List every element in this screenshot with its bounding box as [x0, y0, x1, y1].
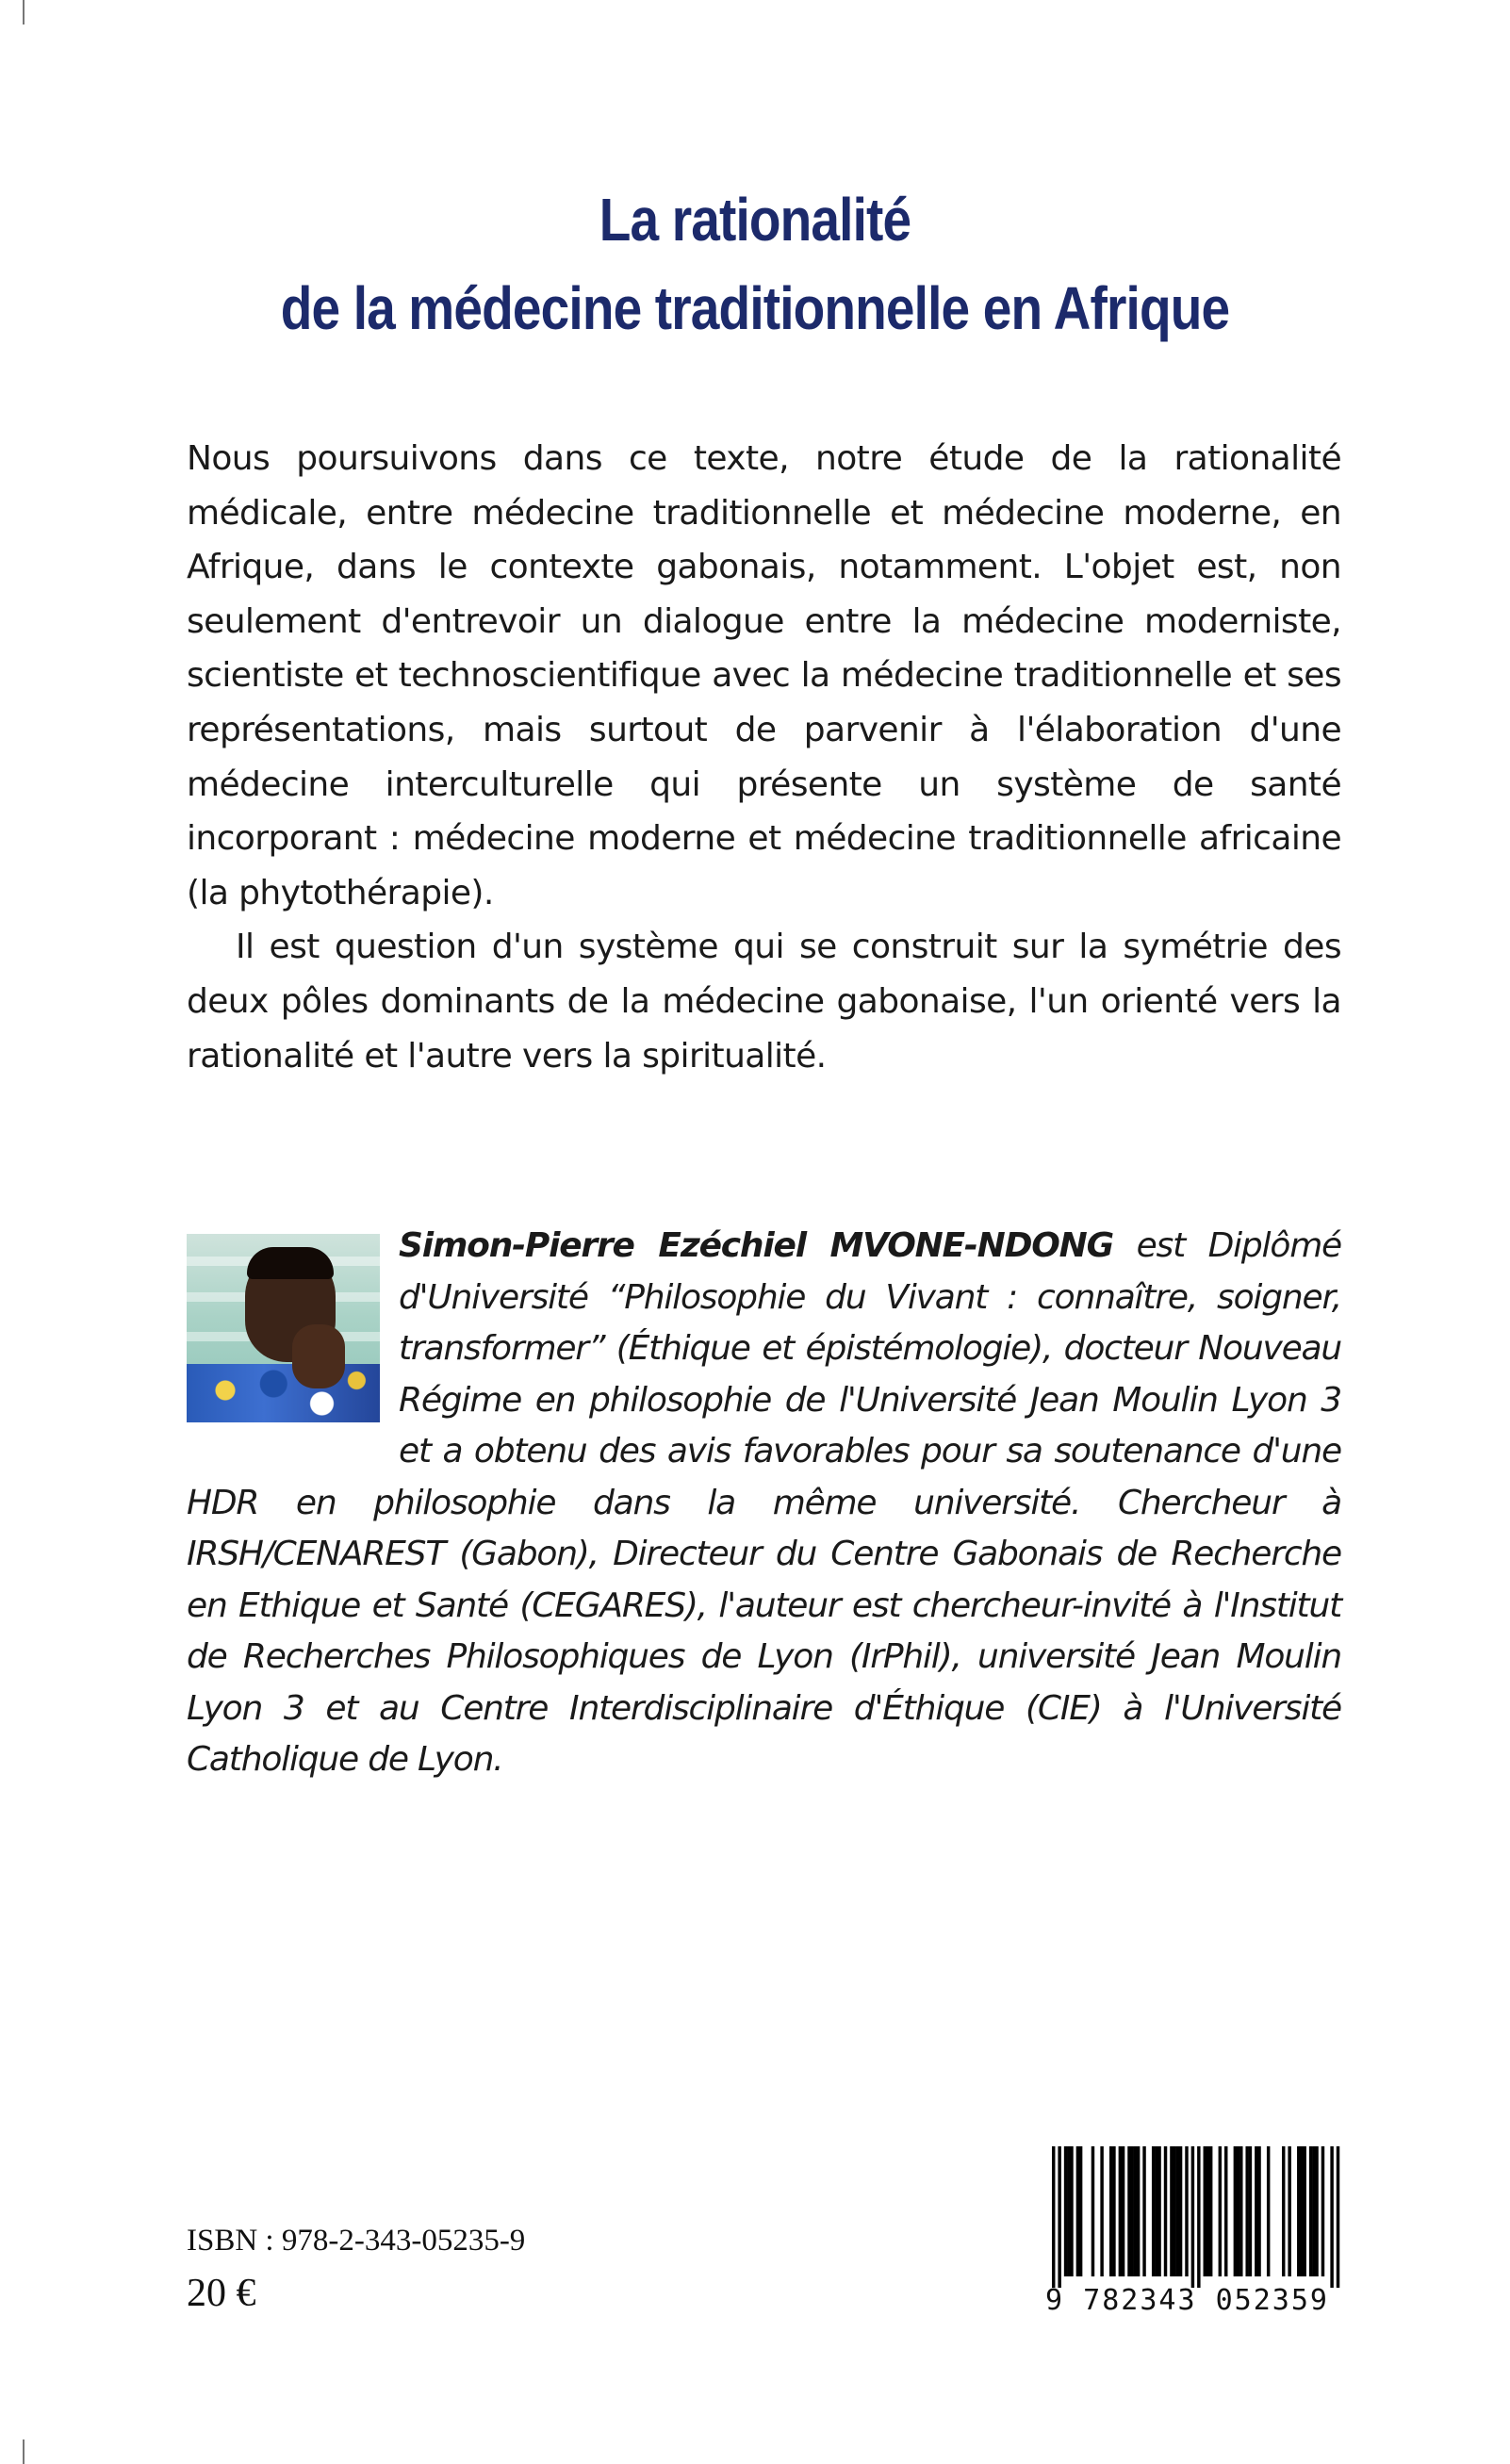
barcode-bar — [1134, 2146, 1137, 2276]
barcode-bar — [1321, 2146, 1324, 2276]
barcode-bar — [1249, 2146, 1252, 2276]
barcode — [1029, 2146, 1345, 2325]
barcode-bar — [1122, 2146, 1124, 2276]
author-bio-body: est Diplômé d'Université “Philosophie du Vivant : connaître, soigner, transformer” (Éthique et épistémologie), docteur Nouveau Régime en philosophie de l'Université Jean Moulin Lyon 3 et a obtenu des avis favorables pour sa soutenance d'une HDR en philosophie dans la même université. Chercheur à IRSH/CENAREST (Gabon), Directeur du Centre Gabonais de Recherche en Ethique et Santé (CEGARES), l'auteur est chercheur-invité à l'Institut de Recherches Philosophiques de Lyon (IrPhil), université Jean Moulin Lyon 3 et au Centre Interdisciplinaire d'Éthique (CIE) à l'Université Catholique de Lyon. — [187, 1226, 1342, 1779]
book-title-line-2: de la médecine traditionnelle en Afrique — [280, 274, 1230, 342]
barcode-bar — [1315, 2146, 1318, 2276]
barcode-bar — [1173, 2146, 1175, 2276]
barcode-bar — [1155, 2146, 1157, 2276]
barcode-bar — [1204, 2146, 1206, 2276]
barcode-bar — [1100, 2146, 1103, 2276]
barcode-bar — [1297, 2146, 1300, 2276]
barcode-bar — [1119, 2146, 1122, 2276]
barcode-bar — [1130, 2146, 1133, 2276]
barcode-bar — [1157, 2146, 1160, 2276]
book-summary — [187, 432, 1341, 1083]
barcode-bar — [1224, 2146, 1227, 2276]
barcode-bar — [1170, 2146, 1173, 2276]
barcode-bar — [1067, 2146, 1070, 2276]
barcode-bar — [1206, 2146, 1209, 2276]
barcode-bar — [1337, 2146, 1339, 2288]
barcode-bar — [1282, 2146, 1285, 2276]
barcode-bar — [1288, 2146, 1290, 2276]
barcode-bars — [1029, 2146, 1345, 2288]
price: 20 € — [187, 2272, 256, 2315]
barcode-bar — [1257, 2146, 1260, 2276]
book-title — [106, 175, 1404, 353]
barcode-bar — [1152, 2146, 1155, 2276]
author-photo — [187, 1234, 380, 1422]
barcode-bar — [1191, 2146, 1194, 2288]
barcode-bar — [1112, 2146, 1115, 2276]
barcode-bar — [1179, 2146, 1182, 2276]
barcode-bar — [1142, 2146, 1145, 2276]
barcode-bar — [1303, 2146, 1305, 2276]
barcode-bar — [1267, 2146, 1270, 2276]
barcode-bar — [1219, 2146, 1222, 2276]
barcode-bar — [1197, 2146, 1200, 2288]
barcode-bar — [1091, 2146, 1094, 2276]
summary-paragraph-1: Nous poursuivons dans ce texte, notre étude de la rationalité médicale, entre médecine traditionnelle et médecine moderne, en Afrique, dans le contexte gabonais, notamment. L'objet est, non seulement d'entrevoir un dialogue entre la médecine moderniste, scientiste et technoscientifique avec la médecine traditionnelle et ses représentations, mais surtout de parvenir à l'élaboration d'une médecine interculturelle qui présente un système de santé incorporant : médecine moderne et médecine traditionnelle africaine (la phytothérapie). — [187, 439, 1341, 912]
barcode-bar — [1052, 2146, 1055, 2288]
barcode-bar — [1064, 2146, 1067, 2276]
barcode-bar — [1076, 2146, 1079, 2276]
barcode-bar — [1109, 2146, 1112, 2276]
barcode-bar — [1312, 2146, 1315, 2276]
barcode-bar — [1176, 2146, 1179, 2276]
barcode-bar — [1137, 2146, 1140, 2276]
barcode-bar — [1164, 2146, 1167, 2276]
barcode-bar — [1309, 2146, 1312, 2276]
barcode-bar — [1127, 2146, 1130, 2276]
summary-paragraph-2: Il est question d'un système qui se construit sur la symétrie des deux pôles dominants de la médecine gabonaise, l'un orienté vers la rationalité et l'autre vers la spiritualité. — [187, 928, 1341, 1076]
barcode-bar — [1079, 2146, 1082, 2276]
barcode-bar — [1300, 2146, 1303, 2276]
barcode-bar — [1239, 2146, 1242, 2276]
barcode-bar — [1245, 2146, 1248, 2276]
barcode-bar — [1185, 2146, 1188, 2276]
book-title-line-1: La rationalité — [599, 186, 911, 254]
author-name: Simon-Pierre Ezéchiel MVONE-NDONG — [399, 1226, 1113, 1265]
barcode-digits: 9 782343 052359 — [1045, 2284, 1329, 2317]
isbn: ISBN : 978-2-343-05235-9 — [187, 2224, 526, 2258]
barcode-bar — [1058, 2146, 1060, 2288]
author-bio — [187, 1221, 1341, 1786]
barcode-bar — [1255, 2146, 1257, 2276]
crop-mark-bottom — [23, 2439, 25, 2464]
barcode-bar — [1209, 2146, 1212, 2276]
barcode-bar — [1330, 2146, 1333, 2288]
barcode-bar — [1237, 2146, 1239, 2276]
barcode-bar — [1070, 2146, 1073, 2276]
barcode-bar — [1234, 2146, 1237, 2276]
crop-mark-top — [23, 0, 25, 25]
